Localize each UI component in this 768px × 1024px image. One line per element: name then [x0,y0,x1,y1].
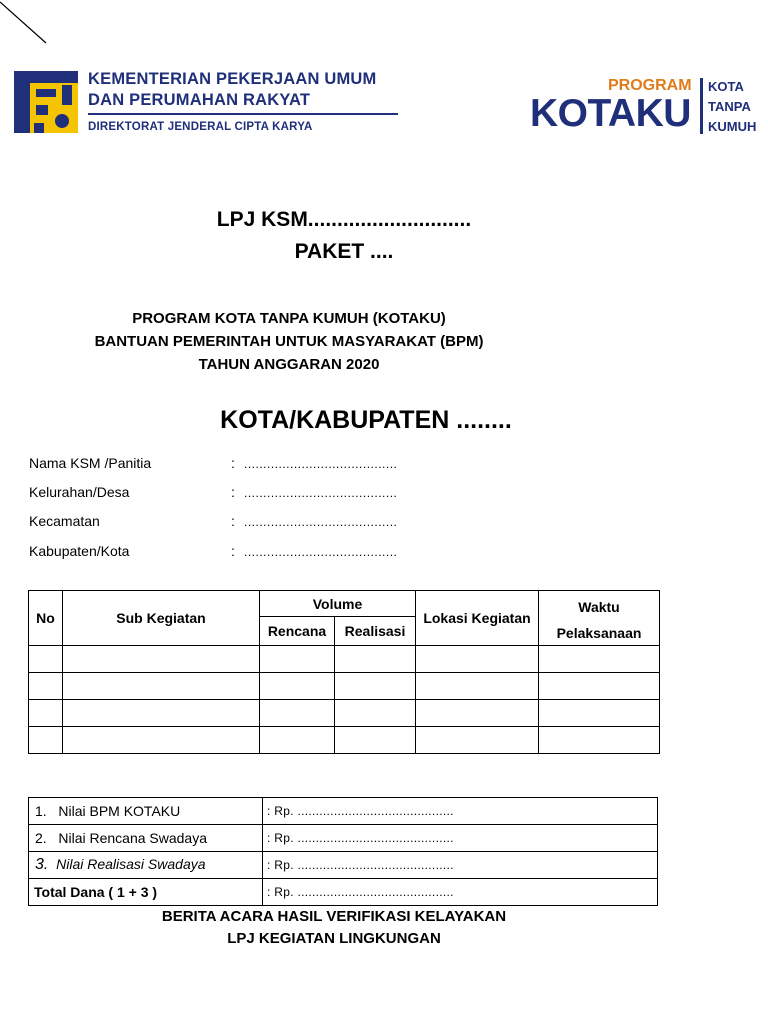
funds-label-realisasi [29,852,263,879]
funds-value-bpm[interactable]: : Rp. ........................................... [263,798,658,825]
table-cell[interactable] [335,700,416,727]
table-cell[interactable] [260,673,335,700]
table-cell[interactable] [539,673,660,700]
corner-line [0,0,60,50]
program-title-line1: PROGRAM KOTA TANPA KUMUH (KOTAKU) [132,310,446,327]
table-cell[interactable] [335,673,416,700]
table-cell[interactable] [29,700,63,727]
table-cell[interactable] [29,646,63,673]
header-waktu [539,591,660,646]
info-value-kelurahan[interactable]: ........................................ [244,486,398,500]
funds-label-bpm [29,798,263,825]
info-separator: : [231,513,235,529]
pupr-logo [14,71,78,133]
header-waktu-line2: Pelaksanaan [556,625,642,641]
funds-num: 2. [35,830,47,846]
table-cell[interactable] [29,673,63,700]
table-cell[interactable] [416,646,539,673]
info-value-kabupaten[interactable]: ........................................ [244,545,398,559]
funds-value-rencana[interactable]: : Rp. ........................................... [263,825,658,852]
table-cell[interactable] [335,646,416,673]
info-separator: : [231,484,235,500]
table-row [29,673,660,700]
kotaku-program-label: PROGRAM [608,77,692,94]
table-cell[interactable] [29,727,63,754]
table-row [29,727,660,754]
table-cell[interactable] [63,727,260,754]
info-label-kecamatan: Kecamatan [29,513,100,529]
funds-num: 1. [35,803,47,819]
table-cell[interactable] [63,646,260,673]
table-cell[interactable] [335,727,416,754]
header-lokasi: Lokasi Kegiatan [416,591,539,646]
table-cell[interactable] [416,673,539,700]
table-cell[interactable] [63,673,260,700]
lpj-title: LPJ KSM............................ [216,208,472,231]
footer-title-line1: BERITA ACARA HASIL VERIFIKASI KELAYAKAN [161,908,507,925]
funds-value-total[interactable]: : Rp. ........................................... [263,879,658,906]
info-value-ksm[interactable]: ........................................ [244,457,398,471]
table-cell[interactable] [260,727,335,754]
funds-label: Nilai Realisasi Swadaya [56,856,206,872]
kotaku-side-3: KUMUH [708,119,757,134]
header-sub-kegiatan: Sub Kegiatan [63,591,260,646]
table-cell[interactable] [260,646,335,673]
info-separator: : [231,455,235,471]
ministry-name-line1: KEMENTERIAN PEKERJAAN UMUM [88,70,377,88]
kotaku-logo-text: KOTAKU [530,92,691,135]
table-cell[interactable] [260,700,335,727]
table-row [29,646,660,673]
funds-num: 3. [35,856,49,873]
funds-label: Nilai Rencana Swadaya [58,830,207,846]
activity-table [28,590,660,754]
kotaku-side-1: KOTA [708,79,744,94]
program-title-line3: TAHUN ANGGARAN 2020 [198,356,380,373]
funds-row [29,852,658,879]
program-title-line2: BANTUAN PEMERINTAH UNTUK MASYARAKAT (BPM) [94,333,484,350]
header-no: No [29,591,63,646]
funds-label-rencana [29,825,263,852]
funds-row [29,798,658,825]
paket-title: PAKET .... [294,240,394,263]
kotaku-side-2: TANPA [708,99,751,114]
ministry-name-line2: DAN PERUMAHAN RAKYAT [88,91,311,109]
table-cell[interactable] [416,727,539,754]
info-label-ksm: Nama KSM /Panitia [29,455,152,471]
table-cell[interactable] [63,700,260,727]
header-waktu-line1: Waktu [578,599,620,615]
table-cell[interactable] [539,646,660,673]
table-cell[interactable] [539,700,660,727]
header-volume: Volume [260,591,416,617]
info-separator: : [231,543,235,559]
ministry-divider [88,113,398,115]
header-rencana: Rencana [260,617,335,646]
funds-row [29,825,658,852]
kotaku-divider [700,78,703,134]
funds-label: Nilai BPM KOTAKU [58,803,181,819]
table-cell[interactable] [416,700,539,727]
info-label-kabupaten: Kabupaten/Kota [29,543,130,559]
funds-label-total: Total Dana ( 1 + 3 ) [29,879,263,906]
directorate-name: DIREKTORAT JENDERAL CIPTA KARYA [88,121,313,133]
info-label-kelurahan: Kelurahan/Desa [29,484,130,500]
funds-row [29,879,658,906]
table-row [29,700,660,727]
table-cell[interactable] [539,727,660,754]
kota-kabupaten-title: KOTA/KABUPATEN ........ [220,406,512,434]
info-value-kecamatan[interactable]: ........................................ [244,515,398,529]
footer-title-line2: LPJ KEGIATAN LINGKUNGAN [227,930,441,947]
header-realisasi: Realisasi [335,617,416,646]
funds-table [28,797,658,906]
funds-value-realisasi[interactable]: : Rp. ........................................... [263,852,658,879]
